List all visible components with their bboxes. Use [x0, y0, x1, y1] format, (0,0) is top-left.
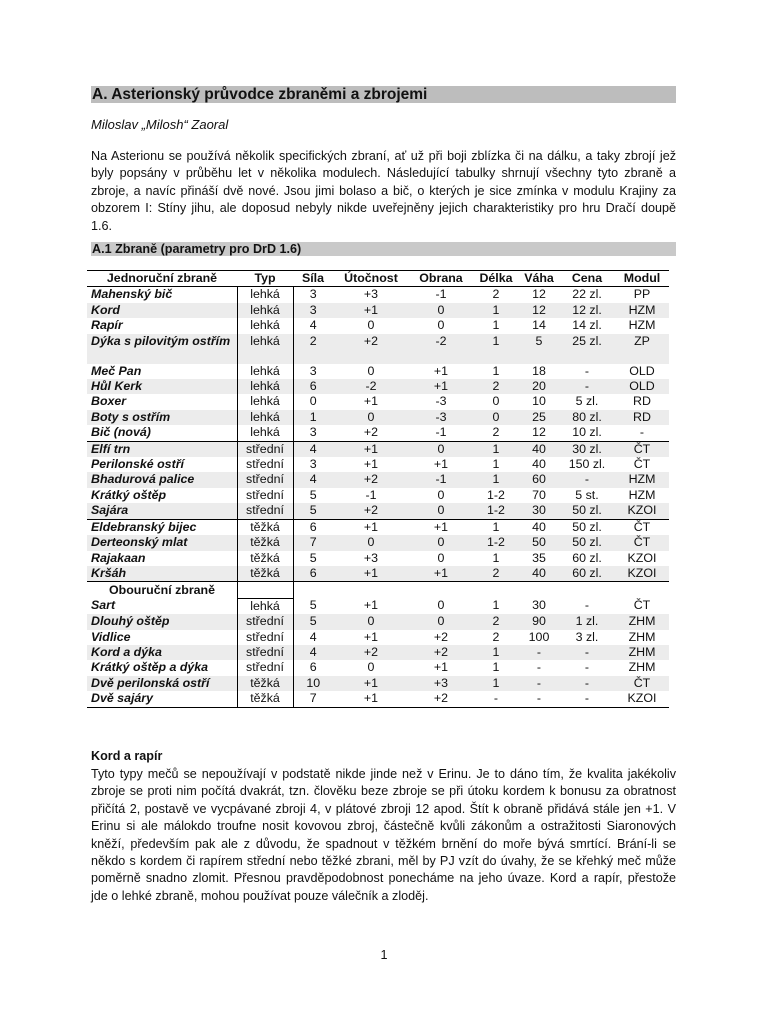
table-cell: 1 — [492, 550, 500, 565]
weapon-name: Bhadurová palice — [87, 472, 237, 487]
table-row — [87, 472, 669, 487]
table-cell: 1 — [492, 598, 500, 613]
table-cell: 5 — [293, 503, 333, 519]
table-row — [87, 425, 669, 441]
weapon-name: Boty s ostřím — [87, 410, 237, 425]
table-cell: 0 — [309, 394, 317, 409]
table-cell: 6 — [293, 566, 333, 582]
table-cell: 3 — [309, 457, 317, 472]
table-cell: 60 zl. — [572, 550, 602, 565]
table-cell: 2 — [492, 629, 500, 644]
table-cell: +2 — [333, 425, 409, 441]
weapon-name: Kord a dýka — [87, 645, 237, 660]
table-cell: 12 — [532, 287, 546, 302]
table-cell: - — [559, 691, 615, 707]
table-cell: HZM — [628, 318, 656, 333]
table-cell: 0 — [409, 614, 473, 629]
weapon-name: Krátký oštěp — [91, 487, 167, 502]
column-header: Typ — [237, 271, 293, 287]
table-cell: 50 — [519, 535, 559, 550]
table-cell: +1 — [363, 394, 379, 409]
table-cell: 5 st. — [575, 487, 599, 502]
weapon-name: Dýka s pilovitým ostřím — [87, 334, 237, 364]
table-cell: - — [559, 379, 615, 394]
table-row — [87, 334, 669, 364]
table-cell: -1 — [365, 487, 377, 502]
table-cell: - — [615, 425, 669, 441]
table-cell — [559, 582, 615, 598]
table-cell: lehká — [237, 379, 293, 394]
weapon-name: Sart — [91, 598, 116, 613]
table-cell: 10 — [293, 676, 333, 691]
table-cell: - — [584, 660, 590, 675]
table-cell: 0 — [409, 441, 473, 457]
table-cell: 5 — [309, 550, 317, 565]
table-cell — [519, 582, 559, 598]
table-cell: 30 — [519, 503, 559, 519]
table-cell: 0 — [333, 614, 409, 629]
table-cell: 0 — [492, 394, 500, 409]
table-row — [87, 614, 669, 629]
table-cell: lehká — [237, 364, 293, 379]
table-cell: 30 — [532, 598, 546, 613]
table-cell: 1 — [492, 660, 500, 675]
table-cell: 50 zl. — [572, 519, 602, 534]
table-cell: 0 — [437, 487, 445, 502]
weapon-name: Vidlice — [91, 629, 131, 644]
table-cell: 40 — [532, 519, 546, 534]
intro-paragraph: Na Asterionu se používá několik specifických zbraní, ať už při boji zblízka či na dálku, a taky zbrojí jež byly popsány v průběhu let v několika modulech. Následující tabulky shrnují všechny tyto zbraně a zbroje, a navíc přináší dvě nové. Jsou jimi bolaso a bič, o kterých je sice zmínka v modulu Krajiny za obzorem I: Stíny jihu, ale doposud nebyly nikde uveřejněny jejich charakteristiky pro hru Dračí doupě 1.6. — [91, 149, 676, 233]
weapon-name: Dlouhý oštěp — [87, 614, 237, 629]
table-cell: 5 zl. — [575, 394, 599, 409]
table-cell: - — [519, 691, 559, 707]
table-cell: 7 — [293, 535, 333, 550]
table-cell: +3 — [363, 550, 379, 565]
weapon-name: Derteonský mlat — [87, 535, 237, 550]
table-row — [87, 364, 669, 379]
table-cell: 4 — [309, 318, 317, 333]
table-cell: 100 — [528, 629, 550, 644]
weapon-name: Mahenský bič — [91, 287, 173, 302]
table-cell: 2 — [492, 287, 500, 302]
table-cell: 1 — [473, 676, 519, 691]
table-cell: +1 — [409, 379, 473, 394]
table-cell: 2 — [293, 334, 333, 364]
table-cell: 3 zl. — [575, 629, 599, 644]
weapon-name: Boxer — [91, 394, 127, 409]
table-cell: ČT — [633, 457, 651, 472]
subheader-label: Obouruční zbraně — [109, 582, 216, 597]
table-cell: -1 — [409, 425, 473, 441]
table-cell: 1 — [492, 318, 500, 333]
table-cell: střední — [237, 472, 293, 487]
table-cell: střední — [237, 660, 293, 675]
table-header-row — [87, 271, 669, 287]
table-row — [87, 676, 669, 691]
table-cell: střední — [237, 457, 293, 472]
author-line: Miloslav „Milosh“ Zaoral — [91, 117, 229, 132]
table-subheader-row — [87, 582, 669, 598]
table-cell: těžká — [237, 519, 293, 535]
table-cell: lehká — [237, 334, 293, 364]
table-cell: +1 — [363, 457, 379, 472]
weapon-name: Elfí trn — [87, 441, 237, 457]
column-header: Cena — [559, 271, 615, 287]
weapon-name: Bič (nová) — [87, 425, 237, 441]
table-cell: 1 — [492, 363, 500, 378]
table-cell: 0 — [437, 550, 445, 565]
table-cell: 0 — [437, 598, 445, 613]
table-cell — [409, 582, 473, 598]
table-cell: 40 — [519, 441, 559, 457]
table-cell: 3 — [309, 363, 317, 378]
table-row — [87, 630, 669, 645]
table-cell: lehká — [237, 598, 293, 614]
table-row — [87, 441, 669, 457]
weapon-name: Sajára — [87, 503, 237, 519]
weapon-name: Meč Pan — [91, 363, 142, 378]
kord-heading: Kord a rapír — [91, 749, 163, 763]
table-cell: lehká — [237, 394, 293, 409]
table-cell: 1 — [473, 645, 519, 660]
table-cell: +1 — [433, 457, 449, 472]
table-row — [87, 318, 669, 333]
table-cell: lehká — [237, 303, 293, 318]
table-cell: lehká — [237, 287, 293, 303]
table-cell: 35 — [532, 550, 546, 565]
table-row — [87, 410, 669, 425]
table-cell: střední — [237, 614, 293, 629]
table-cell: ZHM — [628, 629, 656, 644]
table-cell: 5 — [293, 614, 333, 629]
table-row — [87, 566, 669, 582]
table-cell: 25 zl. — [559, 334, 615, 364]
table-cell: +2 — [433, 629, 449, 644]
weapon-name: Rapír — [91, 318, 123, 333]
table-cell: +2 — [333, 645, 409, 660]
table-cell — [615, 582, 669, 598]
table-cell — [473, 582, 519, 598]
table-cell: 1 zl. — [559, 614, 615, 629]
table-cell: 1 — [492, 457, 500, 472]
table-cell: 50 zl. — [559, 503, 615, 519]
table-cell: - — [519, 645, 559, 660]
column-header: Délka — [473, 271, 519, 287]
table-cell: +2 — [333, 334, 409, 364]
table-cell: ČT — [615, 535, 669, 550]
table-row — [87, 503, 669, 519]
table-body — [87, 287, 669, 707]
weapons-table — [87, 270, 669, 708]
table-cell: 40 — [519, 566, 559, 582]
table-cell: těžká — [237, 551, 293, 566]
table-row — [87, 645, 669, 660]
weapon-name: Kord — [87, 303, 237, 318]
table-row — [87, 287, 669, 303]
table-cell: 6 — [293, 379, 333, 394]
table-cell: střední — [237, 503, 293, 519]
table-cell: 1-2 — [473, 535, 519, 550]
table-cell: ZHM — [615, 645, 669, 660]
table-cell: 0 — [367, 318, 375, 333]
table-cell: těžká — [237, 535, 293, 550]
table-cell: +1 — [333, 303, 409, 318]
table-cell: 6 — [309, 660, 317, 675]
table-cell: -3 — [409, 410, 473, 425]
table-row — [87, 551, 669, 566]
weapon-name: Hůl Kerk — [87, 379, 237, 394]
table-cell: 4 — [293, 472, 333, 487]
table-cell: 4 — [293, 441, 333, 457]
table-row — [87, 488, 669, 503]
table-cell: 0 — [409, 303, 473, 318]
table-cell: +1 — [363, 519, 379, 534]
table-cell: těžká — [237, 691, 293, 707]
table-cell: 1 — [473, 303, 519, 318]
table-cell: +2 — [409, 691, 473, 707]
column-header: Váha — [519, 271, 559, 287]
table-row — [87, 535, 669, 550]
table-cell: ZHM — [628, 660, 656, 675]
table-cell: 10 — [532, 394, 546, 409]
table-cell: 12 zl. — [559, 303, 615, 318]
table-cell: - — [559, 645, 615, 660]
table-row — [87, 660, 669, 675]
table-cell: 1-2 — [473, 503, 519, 519]
table-cell: ČT — [615, 441, 669, 457]
table-row — [87, 598, 669, 614]
table-cell: +1 — [333, 566, 409, 582]
table-cell: 0 — [437, 318, 445, 333]
weapon-name: Krátký oštěp a dýka — [91, 660, 209, 675]
table-cell: +1 — [333, 691, 409, 707]
weapon-name: Dvě sajáry — [87, 691, 237, 707]
table-cell: 0 — [333, 410, 409, 425]
table-cell: KZOI — [615, 503, 669, 519]
table-cell: +2 — [409, 645, 473, 660]
table-cell: těžká — [237, 676, 293, 691]
table-cell: ZHM — [615, 614, 669, 629]
table-cell: 0 — [473, 410, 519, 425]
table-cell: 6 — [309, 519, 317, 534]
table-cell: - — [584, 363, 590, 378]
table-cell: KZOI — [615, 566, 669, 582]
table-cell: OLD — [629, 363, 655, 378]
table-row — [87, 457, 669, 472]
table-cell: 2 — [473, 614, 519, 629]
table-cell: +3 — [409, 676, 473, 691]
table-cell: 12 — [519, 425, 559, 441]
table-cell: +1 — [363, 598, 379, 613]
table-cell: 4 — [309, 629, 317, 644]
table-cell: 1 — [473, 441, 519, 457]
table-cell: 3 — [293, 425, 333, 441]
table-cell: 2 — [473, 425, 519, 441]
weapon-name: Dvě perilonská ostří — [87, 676, 237, 691]
table-cell: 3 — [309, 287, 317, 302]
table-cell: +1 — [409, 566, 473, 582]
table-cell: +3 — [363, 287, 379, 302]
table-cell: -1 — [435, 287, 447, 302]
table-cell: 1 — [293, 410, 333, 425]
table-cell: 20 — [519, 379, 559, 394]
weapon-name: Rajakaan — [91, 550, 146, 565]
table-cell: HZM — [628, 487, 656, 502]
table-cell: 2 — [473, 566, 519, 582]
table-cell: - — [473, 691, 519, 707]
page-number: 1 — [380, 948, 388, 962]
table-cell: OLD — [615, 379, 669, 394]
table-cell: střední — [237, 488, 293, 503]
table-cell: střední — [237, 630, 293, 645]
table-cell: -1 — [409, 472, 473, 487]
table-cell: +1 — [433, 519, 449, 534]
column-header: Obrana — [409, 271, 473, 287]
kord-paragraph: Tyto typy mečů se nepoužívají v podstatě nikde jinde než v Erinu. Je to dáno tím, že kvalita jakékoliv zbroje se proti nim počítá dvakrát, tzn. člověku beze zbroje se při útoku kordem k bonusu za obratnost přičítá 2, postavě ve vycpávané zbroji 4, v plátové zbroji 12 apod. Štít k obraně přidává stále jen +1. V Erinu si ale málokdo troufne nosit kovovou zbroj, částečně kvůli zákonům a ostražitosti Siaronových kněží, především pak ale z důvodu, že spadnout v těžkém brnění do moře bývá smrtící. Brání-li se někdo s kordem či rapírem střední nebo těžké zbrani, měl by PJ vzít do úvahy, že se křehký meč může poměrně snadno zlomit. Přesnou pravděpodobnost ponecháme na jeho úvaze. Kord a rapír, přestože jde o lehké zbraně, mohou používat pouze válečník a zloděj. — [91, 767, 676, 903]
table-cell: 5 — [309, 598, 317, 613]
table-cell — [293, 582, 333, 598]
table-cell: - — [536, 660, 542, 675]
table-cell: 14 zl. — [572, 318, 602, 333]
table-cell: 0 — [367, 363, 375, 378]
table-cell: ZP — [615, 334, 669, 364]
column-header: Síla — [293, 271, 333, 287]
weapon-name: Perilonské ostří — [91, 457, 184, 472]
table-cell: 25 — [519, 410, 559, 425]
table-cell: 14 — [532, 318, 546, 333]
table-cell: 1 — [492, 519, 500, 534]
table-cell: -2 — [333, 379, 409, 394]
table-cell: +1 — [433, 363, 449, 378]
table-cell: 10 zl. — [559, 425, 615, 441]
table-cell: 4 — [293, 645, 333, 660]
table-cell: ČT — [633, 598, 651, 613]
table-cell: 22 zl. — [572, 287, 602, 302]
section-heading: A.1 Zbraně (parametry pro DrD 1.6) — [91, 242, 676, 256]
table-cell: 1-2 — [487, 487, 505, 502]
table-cell: 2 — [473, 379, 519, 394]
table-cell: 60 zl. — [559, 566, 615, 582]
table-cell: 1 — [473, 334, 519, 364]
table-cell: +2 — [333, 472, 409, 487]
table-cell: +1 — [333, 441, 409, 457]
table-cell: - — [559, 676, 615, 691]
column-header: Modul — [615, 271, 669, 287]
table-cell: 60 — [519, 472, 559, 487]
table-cell: HZM — [615, 472, 669, 487]
table-cell: - — [519, 676, 559, 691]
table-cell: střední — [237, 441, 293, 457]
table-cell: -3 — [435, 394, 447, 409]
column-header: Jednoruční zbraně — [87, 271, 237, 287]
table-row — [87, 394, 669, 409]
table-row — [87, 519, 669, 535]
weapon-name: Eldebranský bijec — [91, 519, 197, 534]
table-cell: - — [584, 598, 590, 613]
table-cell: KZOI — [627, 550, 657, 565]
table-cell: lehká — [237, 425, 293, 441]
table-cell: 5 — [519, 334, 559, 364]
table-cell: 12 — [519, 303, 559, 318]
table-cell: RD — [615, 410, 669, 425]
table-cell: -2 — [409, 334, 473, 364]
table-cell: +1 — [363, 629, 379, 644]
table-cell: 50 zl. — [559, 535, 615, 550]
table-cell: střední — [237, 645, 293, 660]
table-row — [87, 303, 669, 318]
table-cell: lehká — [237, 410, 293, 425]
table-cell: 3 — [293, 303, 333, 318]
main-heading: A. Asterionský průvodce zbraněmi a zbrojemi — [91, 86, 676, 103]
table-cell: +1 — [333, 676, 409, 691]
table-cell: ČT — [615, 676, 669, 691]
table-cell: ČT — [633, 519, 651, 534]
table-cell: 30 zl. — [559, 441, 615, 457]
table-cell: 90 — [519, 614, 559, 629]
table-cell: +2 — [333, 503, 409, 519]
weapon-name: Kršáh — [87, 566, 237, 582]
table-cell — [237, 582, 293, 598]
table-cell: 0 — [367, 660, 375, 675]
table-cell: 1 — [473, 472, 519, 487]
table-cell — [333, 582, 409, 598]
table-cell: PP — [633, 287, 651, 302]
column-header: Útočnost — [333, 271, 409, 287]
table-cell: lehká — [237, 318, 293, 333]
table-row — [87, 379, 669, 394]
table-cell: 0 — [409, 535, 473, 550]
table-cell: 5 — [309, 487, 317, 502]
table-cell: 0 — [409, 503, 473, 519]
table-cell: - — [559, 472, 615, 487]
table-cell: 70 — [532, 487, 546, 502]
table-cell: RD — [633, 394, 651, 409]
table-cell: HZM — [615, 303, 669, 318]
table-cell: 7 — [293, 691, 333, 707]
table-cell: 18 — [532, 363, 546, 378]
table-cell: +1 — [433, 660, 449, 675]
table-cell: 40 — [532, 457, 546, 472]
table-cell: 80 zl. — [559, 410, 615, 425]
table-cell: těžká — [237, 566, 293, 582]
table-cell: KZOI — [615, 691, 669, 707]
table-cell: 150 zl. — [568, 457, 606, 472]
table-row — [87, 691, 669, 707]
table-cell: 0 — [333, 535, 409, 550]
